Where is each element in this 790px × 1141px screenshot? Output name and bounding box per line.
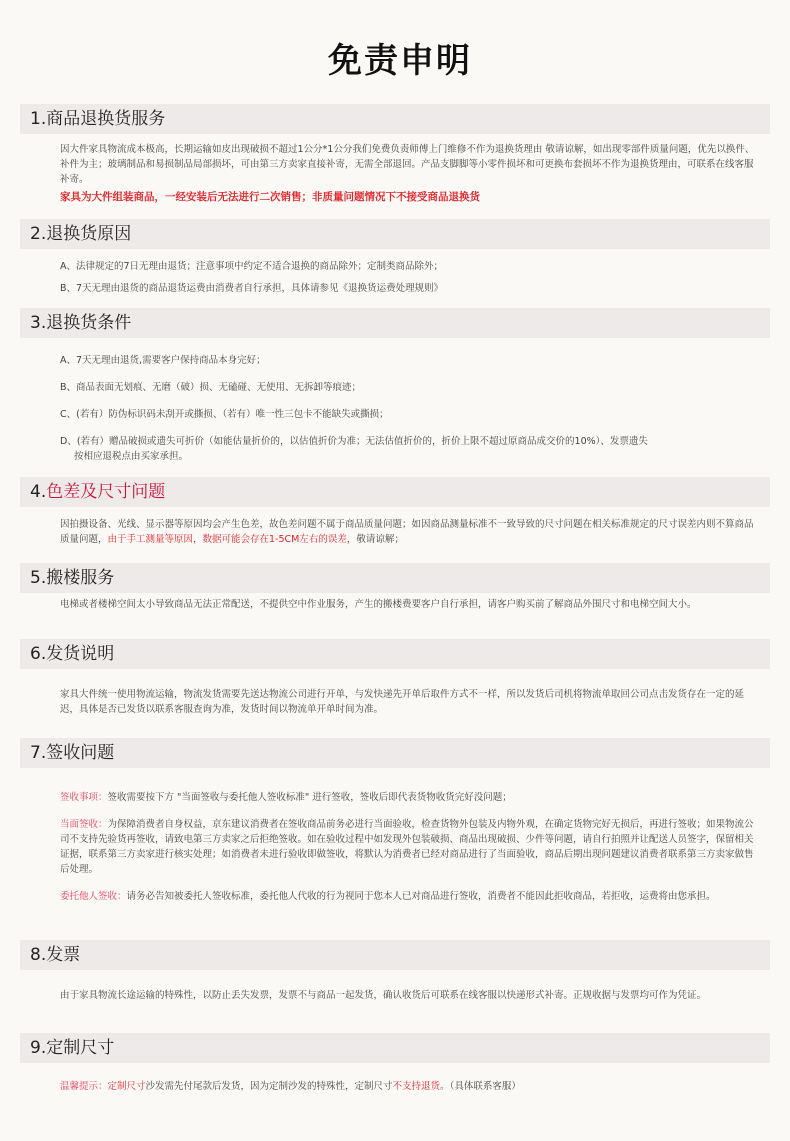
section-heading: 6.发货说明 xyxy=(20,639,770,669)
section-color-size xyxy=(20,477,770,547)
text-part: 签收需要按下方 "当面签收与委托他人签收标准" 进行签收，签收后即代表货物收货完好没问题； xyxy=(107,792,512,803)
signing-delegate xyxy=(60,889,760,904)
text-part: （具体联系客服） xyxy=(449,1081,521,1092)
section-shipping xyxy=(20,639,770,717)
section-signing xyxy=(20,738,770,904)
section-heading: 8.发票 xyxy=(20,940,770,970)
section-text: 因大件家具物流成本极高，长期运输如皮出现破损不超过1公分*1公分我们免费负责师傅上门维修不作为退换货理由 敬请谅解，如出现零部件质量问题，优先以换件、补件为主；玻璃制品和易损制品局部损坏，可由第三方卖家直接补寄，无需全部退回。产品支脚脚等小零件损坏和可更换布套损坏不作为退换货理由，可联系在线客服补寄。 xyxy=(60,144,755,185)
list-item: A、7天无理由退货,需要客户保持商品本身完好； xyxy=(60,355,266,366)
label-red: 温馨提示： xyxy=(60,1081,108,1092)
label-red: 签收事项： xyxy=(60,792,108,803)
section-heading xyxy=(20,477,770,507)
section-return-conditions xyxy=(20,308,770,464)
signing-notice xyxy=(60,790,760,805)
section-text xyxy=(60,1079,760,1094)
text-part: 敬请谅解； xyxy=(356,534,404,545)
section-text: 家具大件统一使用物流运输，物流发货需要先送达物流公司进行开单，与发快递先开单后取件方式不一样，所以发货后司机将物流单取回公司点击发货存在一定的延迟，具体是否已发货以联系客服查询为准，发货时间以物流单开单时间为准。 xyxy=(60,689,745,715)
section-heading: 5.搬楼服务 xyxy=(20,563,770,593)
section-stairs xyxy=(20,563,770,612)
section-return-reasons xyxy=(20,219,770,303)
text-red: 定制尺寸 xyxy=(107,1081,146,1092)
warning-text: 家具为大件组装商品，一经安装后无法进行二次销售；非质量问题情况下不接受商品退换货 xyxy=(60,191,480,203)
section-return-service xyxy=(20,104,770,205)
label-red: 委托他人签收： xyxy=(60,891,127,902)
heading-red-text: 色差及尺寸问题 xyxy=(46,482,166,502)
section-custom-size xyxy=(20,1033,770,1094)
section-heading: 2.退换货原因 xyxy=(20,219,770,249)
section-invoice xyxy=(20,940,770,1003)
list-item: B、商品表面无划痕、无磨（破）损、无磕碰、无使用、无拆卸等痕迹； xyxy=(60,382,362,393)
text-part: 为保障消费者自身权益，京东建议消费者在签收商品前务必进行当面验收，检查货物外包装及内物外观，在确定货物完好无损后，再进行签收；如果物流公司不支持先验货再签收，请致电第三方卖家之后拒绝签收。如在验收过程中如发现外包装破损、商品出现破损、少件等问题，请自行拍照并让配送人员签字，保留相关证据，联系第三方卖家进行核实处理；如消费者未进行验收即做签收，将默认为消费者已经对商品进行了当面验收，商品后期出现问题建议消费者联系第三方卖家做售后处理。 xyxy=(60,819,754,875)
section-heading: 3.退换货条件 xyxy=(20,308,770,338)
text-red: 不支持退货。 xyxy=(392,1081,450,1092)
label-red: 当面签收： xyxy=(60,819,108,830)
list-item: B、7天无理由退货的商品退货运费由消费者自行承担，具体请参见《退换货运费处理规则》 xyxy=(60,283,444,294)
section-text xyxy=(60,517,760,547)
section-text: 由于家具物流长途运输的特殊性，以防止丢失发票，发票不与商品一起发货，确认收货后可联系在线客服以快递形式补寄。正规收据与发票均可作为凭证。 xyxy=(60,990,707,1001)
text-part: 请务必告知被委托人签收标准，委托他人代收的行为视同于您本人已对商品进行签收，消费者不能因此拒收商品，若拒收，运费将由您承担。 xyxy=(126,891,716,902)
list-item: D、(若有）赠品破损或遗失可折价（如能估量折价的，以估值折价为准；无法估值折价的，折价上限不超过原商品成交价的10%）、发票遗失 xyxy=(60,436,648,447)
page-title: 免责申明 xyxy=(328,41,472,81)
signing-in-person xyxy=(60,817,760,877)
text-red: 由于手工测量等原因，数据可能会存在1-5CM左右的误差， xyxy=(107,534,357,545)
text-part: 因拍摄设备、光线、显示器等原因均会产生色差，故色差问题不属于商品质量问题；如因商品测量标准不一致导致的尺寸问题在相关标准规定的尺寸误差内则不算商品质量问题， xyxy=(60,519,754,545)
section-heading: 7.签收问题 xyxy=(20,738,770,768)
section-text: 电梯或者楼梯空间太小导致商品无法正常配送，不提供空中作业服务，产生的搬楼费要客户自行承担，请客户购买前了解商品外围尺寸和电梯空间大小。 xyxy=(60,599,697,610)
heading-number: 4. xyxy=(30,482,47,502)
list-item: 按相应退税点由买家承担。 xyxy=(74,451,189,462)
text-part: 沙发需先付尾款后发货，因为定制沙发的特殊性，定制尺寸 xyxy=(145,1081,393,1092)
section-heading: 1.商品退换货服务 xyxy=(20,104,770,134)
list-item: C、(若有）防伪标识码未刮开或撕损、（若有）唯一性三包卡不能缺失或撕损； xyxy=(60,409,389,420)
list-item: A、法律规定的7日无理由退货；注意事项中约定不适合退换的商品除外；定制类商品除外； xyxy=(60,261,444,272)
section-heading: 9.定制尺寸 xyxy=(20,1033,770,1063)
